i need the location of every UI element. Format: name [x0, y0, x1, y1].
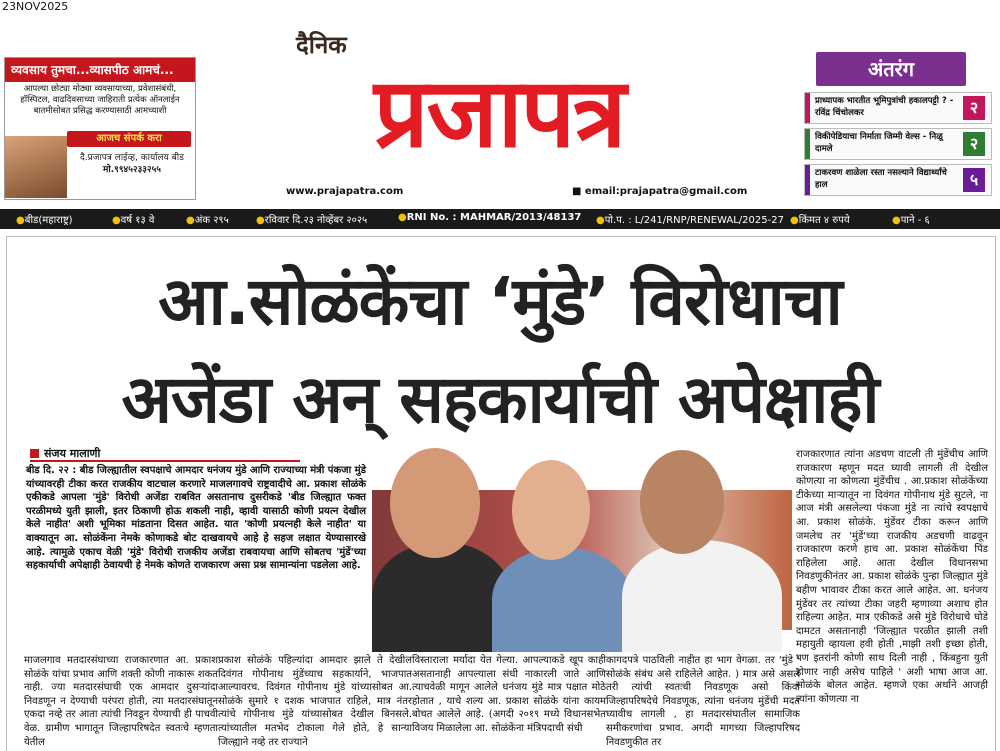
index-item-bar — [805, 165, 810, 195]
index-page-number: २ — [963, 96, 985, 120]
article-column-1: माजलगाव मतदारसंघाच्या राजकारणात आ. प्रकाश सोळंके यांचा प्रभाव आणि शक्ती कोणी नाकारू शकत नाही. ज्या मतदारसंघाची एक आमदार दुसऱ्यांदा निवडणून न देण्याची परंपरा होती, त्या मतदारसंघातून एकदा नव्हे तर आता त्यांची निवडून येण्याची ही पाचवी वेळ. ग्रामीण भागातून जिल्हापरिषदेत स्वतःचे म्हणता येतील — [24, 655, 218, 748]
article-column-4: कागदपत्रे पाठविली नाहीत हा भाग वेगळा. तर 'मुंडे ' सोळंके संबंध असे राहिलेले आहेत. ) मात्र असे असले तरी त्यांची स्वतःची निवडणूक असो किंवा जिल्हापरिषदेचे निवडणूक, त्यांना धनंजय मुंडेंची मदत घ्यावीच लागली , हा मतदारसंघातील सामाजिक समीकरणांचा प्रभाव. अगदी मागच्या जिल्हापरिषद निवडणुकीत तर — [606, 655, 800, 748]
newspaper-logo: प्रजापत्र — [373, 57, 625, 169]
byline: संजय मालाणी — [44, 447, 101, 460]
person-2-face — [512, 460, 590, 560]
headline-line-1: आ.सोळंकेंचा ‘मुंडे’ विरोधाचा — [158, 263, 842, 340]
advertisement-box[interactable] — [4, 57, 196, 200]
person-1-face — [390, 448, 480, 558]
index-item-text: विकीपेडियाचा निर्माता जिम्मी वेल्स - निळू दामले — [815, 132, 943, 154]
index-item-text: टाकरवण शाळेला रस्ता नसल्याने विद्यार्थ्यांचे हाल — [815, 168, 947, 190]
info-pages: पाने - ६ — [900, 215, 930, 226]
ad-address — [71, 152, 193, 176]
person-1-body — [372, 542, 512, 652]
info-place: बीड(महाराष्ट्र) — [24, 215, 73, 226]
ad-text: आपल्या छोट्या मोठ्या व्यवसायाच्या, प्रवेशासंबंधी, हॉस्पिटल, वाढदिवसाच्या जाहिराती प्रत्येक ऑनलाईन बातमीसोबत प्रसिद्ध करण्यासाठी आमच्याशी — [20, 84, 180, 116]
person-3-face — [640, 450, 724, 554]
index-page-number: ५ — [963, 168, 985, 192]
index-item-bar — [805, 93, 810, 123]
byline-marker — [30, 449, 39, 458]
info-price: किंमत ४ रुपये — [798, 215, 850, 226]
index-item[interactable] — [804, 128, 992, 160]
index-item[interactable] — [804, 92, 992, 124]
headline-line-2: अजेंडा अन् सहकार्याची अपेक्षाही — [121, 361, 879, 438]
info-rni: RNI No. : MAHMAR/2013/48137 — [406, 212, 582, 223]
person-3-body — [622, 540, 782, 652]
article-column-3: विस्ताराला मर्यादा येत गेल्या. आपल्याकडे खूप काही असतानाही आपल्याला संधी नाकारली जाते आणि त्याचवेळी मागून आलेले धनंजय मुंडे मात्र पक्षात मोठे होतात , याचे शल्य आ. प्रकाश सोळंके यांना कायम बोचत आलेले आहे. (अगदी २०१९ मध्ये विधानसभेत विजय मिळालेला आ. सोळंकेंना मंत्रिपदाची संधी — [412, 655, 606, 734]
ad-mobile: मो.९९४५२३३२५५ — [103, 165, 161, 175]
email-link[interactable]: ■ email:prajapatra@gmail.com — [572, 186, 748, 197]
info-issue: अंक २९५ — [194, 215, 229, 226]
index-page-number: २ — [963, 132, 985, 156]
lead-paragraph: बीड दि. २२ : बीड जिल्ह्यातील स्वपक्षाचे आमदार धनंजय मुंडे आणि राज्याच्या मंत्री पंकजा मुंडे यांच्यावरही टीका करत राजकीय वाटचाल करणारे माजलगावचे राष्ट्रवादीचे आ. प्रकाश सोळंके एकीकडे आपला 'मुंडे' विरोधी अजेंडा राबवित असतानाच दुसरीकडे 'बीड जिल्ह्यात फक्त परळीमध्ये युती झाली, इतर ठिकाणी होऊ शकली नाही, व्हावी यासाठी कोणी प्रयत्न देखील केले नाहीत' अशी भूमिका मांडताना दिसत आहेत. यात 'कोणी प्रयत्नही केले नाहीत' या वाक्यातून आ. सोळंकेंना नेमके कोणाकडे बोट दाखवायचे आहे हे सहज लक्षात येण्यासारखे आहे. त्यामुळे एकाच वेळी 'मुंडे' विरोधी राजकीय अजेंडा राबवायचा आणि सोबतच 'मुंडें'च्या सहकार्याची अपेक्षाही ठेवायची हे नेमके कोणते राजकारण असा प्रश्न सामान्यांना पडलेला आहे. — [26, 465, 366, 572]
info-year: वर्ष १३ वे — [120, 215, 155, 226]
date-stamp: 23NOV2025 — [2, 0, 69, 13]
ad-person-photo — [5, 136, 67, 198]
person-2-body — [492, 547, 632, 652]
index-item-text: प्राध्यापक भारतीत भूमिपुत्रांची हकालपट्टी ? - रविंद्र चिंचोलकर — [815, 96, 954, 118]
website-link[interactable]: www.prajapatra.com — [286, 186, 404, 197]
ad-contact-button[interactable]: आजच संपर्क करा — [67, 131, 191, 147]
info-date: रविवार दि.२३ नोव्हेंबर २०२५ — [264, 215, 368, 226]
inside-index — [804, 52, 992, 196]
article-column-2: प्रकाश सोळंके पहिल्यांदा आमदार झाले ते देखील दिवंगत गोपीनाथ मुंडेंच्याच सहकार्याने, भाजपात आल्यावरच. दिवंगत गोपीनाथ मुंडे यांच्यासोबत आ. सोळंके सुमारे १ दशक भाजपात राहिले, मात्र नंतर त्यांचे गोपीनाथ मुंडे यांच्यासोबत देखील बिनसले. त्यांच्यातील मतभेद टोकाला गेले होते, हे सान्या जिल्ह्याने नव्हे तर राज्याने — [218, 655, 412, 748]
byline-rule — [30, 460, 300, 462]
right-column-text: राजकारणात त्यांना अडचण वाटली ती मुंडेंचीच आणि राजकारण म्हणून मदत घ्यावी लागली ती देखील कोणत्या ना कोणत्या मुंडेंचीच . आ.प्रकाश सोळंकेंच्या टीकेच्या माऱ्यातून ना दिवंगत गोपीनाथ मुंडे सुटले, ना आज मंत्री असलेल्या पंकजा मुंडे ना त्यांचे स्वपक्षाचे आ. प्रकाश सोळंके. मुंडेंवर टीका करून आणि जमलेच तर 'मुंडें'च्या राजकीय अडचणी वाढवून राजकारण करणे हाच आ. प्रकाश सोळंकेंचा पिंड राहिलेला आहे. आता देखील विधानसभा निवडणुकीनंतर आ. प्रकाश सोळंके पुन्हा जिल्ह्यात मुंडे बहीण भावावर टीका करत आले आहेत. आ. धनंजय मुंडेंवर तर त्यांच्या टीका जहरी म्हणाव्या अशाच होत राहिल्या आहेत. मात्र एकीकडे असे मुंडे विरोधाचे घोडे दामटत असतानाही 'जिल्ह्यात परळीत झाली तशी महायुती व्हायला हवी होती ,माझी तशी इच्छा होती, पण इतरांनी कोणी साथ दिली नाही , किंबहुना युती होणार नाही असेच पाहिले ' अशी भाषा आज आ. सोळंके बोलत आहेत. म्हणजे एका अर्थाने आजही त्यांना कोणत्या ना — [796, 449, 988, 705]
brand-prefix: दैनिक — [296, 31, 347, 59]
index-item[interactable] — [804, 164, 992, 196]
index-item-bar — [805, 129, 810, 159]
politicians-photo — [372, 440, 792, 652]
ad-address-line: दै.प्रजापत्र लाईव्ह, कार्यालय बीड — [80, 153, 184, 163]
index-title: अंतरंग — [816, 52, 966, 86]
issue-info-strip: ●बीड(महाराष्ट्र) ●वर्ष १३ वे ●अंक २९५ ●रविवार दि.२३ नोव्हेंबर २०२५ ●RNI No. : MAHMAR/2013/48137 ●पो.प. : L/241/RNP/RENEWAL/2025-27 ●किंमत ४ रुपये ●पाने - ६ — [0, 209, 1000, 229]
ad-heading: व्यवसाय तुमचा...व्यासपीठ आमचं... — [5, 58, 195, 82]
info-postal: पो.प. : L/241/RNP/RENEWAL/2025-27 — [604, 215, 784, 226]
